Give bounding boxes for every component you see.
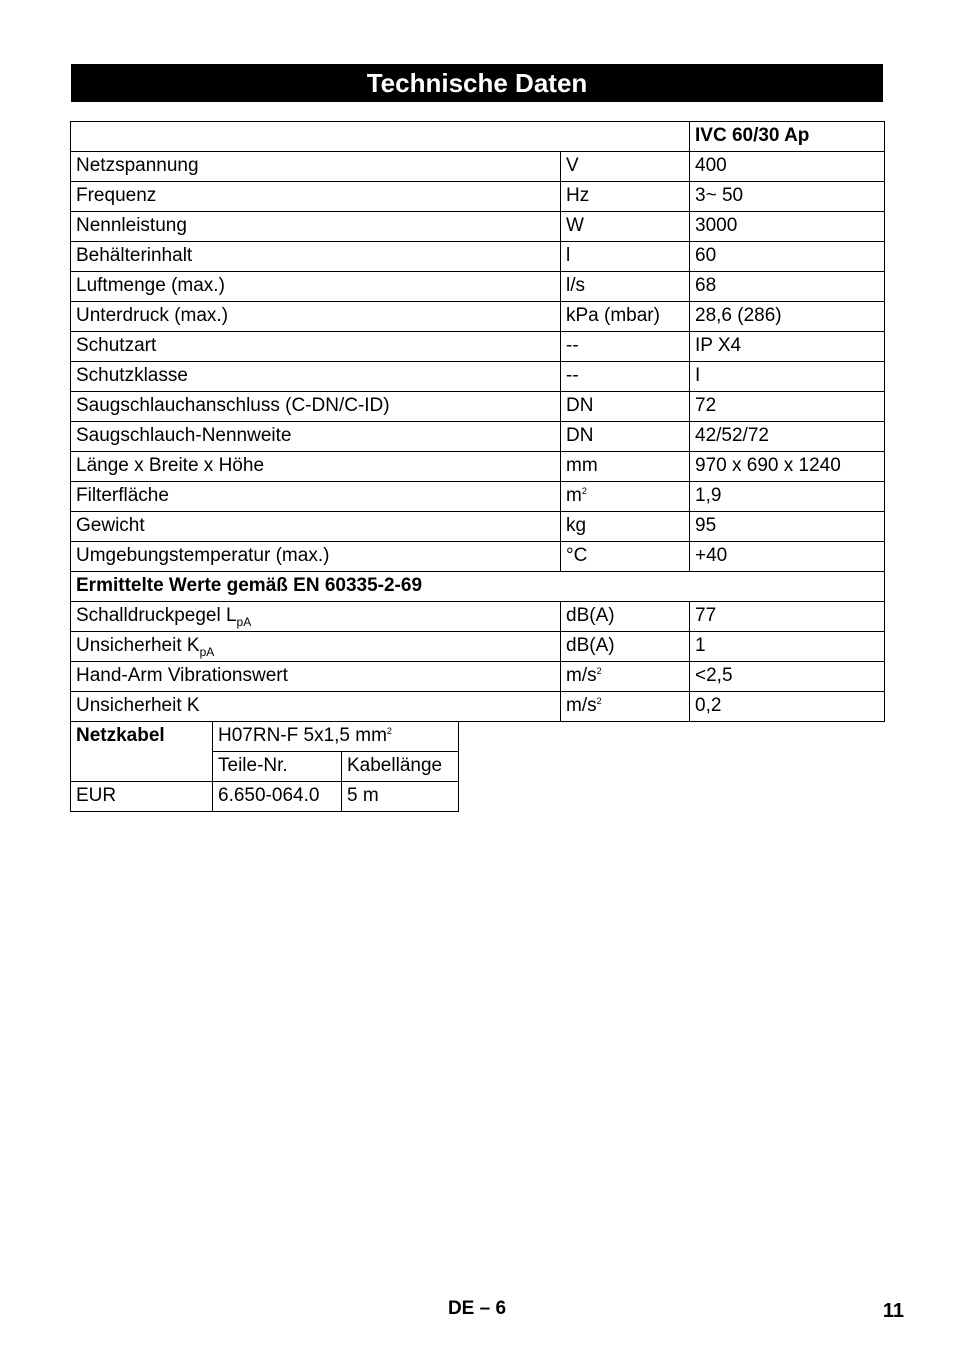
spec-value: [690, 152, 885, 182]
spec-label-text: Luftmenge (max.): [76, 275, 225, 296]
spec-label: [71, 602, 561, 632]
spec-unit-superscript: 2: [596, 666, 602, 676]
cable-table: [70, 721, 459, 812]
spec-unit-text: m: [566, 485, 582, 506]
spec-unit-text: V: [566, 155, 579, 176]
page-number: 11: [882, 1300, 904, 1322]
spec-row: [71, 422, 885, 452]
cable-length: [342, 782, 459, 812]
spec-value: [690, 482, 885, 512]
page-title: Technische Daten: [71, 64, 883, 102]
cable-type: [213, 722, 459, 752]
spec-value: [690, 512, 885, 542]
cable-region-text: EUR: [76, 785, 117, 806]
spec-value-text: IP X4: [695, 335, 742, 356]
spec-value: [690, 242, 885, 272]
spec-unit: [561, 542, 690, 572]
spec-value-text: 3~ 50: [695, 185, 744, 206]
spec-label: [71, 512, 561, 542]
spec-label-text: Unsicherheit K: [76, 695, 200, 716]
spec-unit-text: l: [566, 245, 571, 266]
spec-unit-text: DN: [566, 395, 594, 416]
spec-label: [71, 542, 561, 572]
spec-label: [71, 332, 561, 362]
spec-unit: [561, 362, 690, 392]
cable-length-text: 5 m: [347, 785, 379, 806]
spec-label-text: Schutzart: [76, 335, 157, 356]
spec-value: [690, 302, 885, 332]
spec-unit-text: l/s: [566, 275, 585, 296]
cable-col-part-no: Teile-Nr.: [213, 752, 342, 782]
spec-label-subscript: pA: [236, 615, 252, 629]
cable-part-no-text: 6.650-064.0: [218, 785, 320, 806]
spec-value: [690, 632, 885, 662]
spec-label: [71, 392, 561, 422]
spec-label: [71, 662, 561, 692]
spec-label: [71, 422, 561, 452]
spec-unit: [561, 332, 690, 362]
spec-row: [71, 302, 885, 332]
spec-row: [71, 632, 885, 662]
spec-value-text: 68: [695, 275, 717, 296]
spec-unit-text: dB(A): [566, 605, 615, 626]
model-name: IVC 60/30 Ap: [690, 122, 885, 152]
spec-value: [690, 332, 885, 362]
spec-label-text: Hand-Arm Vibrationswert: [76, 665, 288, 686]
spec-value-text: 28,6 (286): [695, 305, 782, 326]
spec-value-text: 3000: [695, 215, 738, 236]
spec-value: [690, 692, 885, 722]
spec-row: [71, 152, 885, 182]
spec-unit: [561, 182, 690, 212]
spec-unit-text: W: [566, 215, 584, 236]
cable-col-length: Kabellänge: [342, 752, 459, 782]
spec-unit-text: kPa (mbar): [566, 305, 660, 326]
spec-row: [71, 182, 885, 212]
spec-label-text: Saugschlauch-Nennweite: [76, 425, 292, 446]
spec-row: [71, 332, 885, 362]
spec-unit: [561, 302, 690, 332]
cable-type-sup: 2: [386, 726, 392, 736]
spec-value: [690, 392, 885, 422]
spec-label-text: Länge x Breite x Höhe: [76, 455, 265, 476]
spec-label-text: Schutzklasse: [76, 365, 188, 386]
cable-label: Netzkabel: [71, 722, 213, 782]
spec-label: [71, 182, 561, 212]
spec-unit: [561, 272, 690, 302]
spec-row: [71, 242, 885, 272]
spec-label: [71, 692, 561, 722]
spec-value: [690, 182, 885, 212]
spec-label: [71, 362, 561, 392]
spec-label: [71, 452, 561, 482]
spec-value-text: 1: [695, 635, 706, 656]
spec-value: [690, 452, 885, 482]
spec-row: [71, 362, 885, 392]
spec-row: [71, 542, 885, 572]
spec-label-text: Gewicht: [76, 515, 145, 536]
spec-value-text: 970 x 690 x 1240: [695, 455, 841, 476]
cable-region: [71, 782, 213, 812]
spec-value-text: I: [695, 365, 701, 386]
spec-value-text: +40: [695, 545, 728, 566]
spec-unit-text: kg: [566, 515, 587, 536]
spec-label-text: Schalldruckpegel L: [76, 605, 237, 626]
spec-unit-superscript: 2: [581, 486, 587, 496]
spec-row: [71, 482, 885, 512]
spec-unit-text: dB(A): [566, 635, 615, 656]
spec-value: [690, 542, 885, 572]
spec-label-text: Unsicherheit K: [76, 635, 200, 656]
spec-label-text: Frequenz: [76, 185, 157, 206]
spec-unit-text: --: [566, 365, 579, 386]
spec-label: [71, 152, 561, 182]
spec-unit-text: °C: [566, 545, 588, 566]
spec-table: [70, 121, 885, 722]
spec-row: [71, 272, 885, 302]
spec-unit-text: DN: [566, 425, 594, 446]
footer-label: DE – 6: [447, 1298, 507, 1319]
spec-label-text: Saugschlauchanschluss (C-DN/C-ID): [76, 395, 390, 416]
spec-header-empty: [71, 122, 690, 152]
spec-value-text: 42/52/72: [695, 425, 769, 446]
section-header: [71, 572, 885, 602]
cable-header-row: [71, 722, 459, 752]
spec-unit: [561, 602, 690, 632]
spec-unit: [561, 692, 690, 722]
spec-label-text: Nennleistung: [76, 215, 187, 236]
spec-value-text: 72: [695, 395, 717, 416]
spec-label-text: Behälterinhalt: [76, 245, 193, 266]
spec-unit: [561, 422, 690, 452]
spec-row: [71, 662, 885, 692]
spec-unit: [561, 632, 690, 662]
spec-label-text: Umgebungstemperatur (max.): [76, 545, 330, 566]
spec-value-text: 60: [695, 245, 717, 266]
spec-value-text: 1,9: [695, 485, 722, 506]
spec-label-text: Filterfläche: [76, 485, 169, 506]
spec-value-text: <2,5: [695, 665, 733, 686]
spec-unit-text: Hz: [566, 185, 590, 206]
spec-row: [71, 692, 885, 722]
spec-row: [71, 392, 885, 422]
spec-value-text: 77: [695, 605, 717, 626]
section-header-row: [71, 572, 885, 602]
spec-unit: [561, 512, 690, 542]
spec-value: [690, 602, 885, 632]
spec-value: [690, 662, 885, 692]
spec-unit-text: m/s: [566, 665, 597, 686]
spec-unit: [561, 212, 690, 242]
spec-label: [71, 272, 561, 302]
spec-unit: [561, 242, 690, 272]
cable-part-no: [213, 782, 342, 812]
cable-row: [71, 782, 459, 812]
spec-header-row: [71, 122, 885, 152]
spec-unit: [561, 452, 690, 482]
spec-row: [71, 452, 885, 482]
spec-label: [71, 482, 561, 512]
spec-value-text: 95: [695, 515, 717, 536]
spec-value: [690, 272, 885, 302]
spec-unit-superscript: 2: [596, 696, 602, 706]
spec-unit-text: m/s: [566, 695, 597, 716]
spec-unit: [561, 482, 690, 512]
section-header-text: Ermittelte Werte gemäß EN 60335-2-69: [76, 575, 423, 596]
spec-value: [690, 422, 885, 452]
spec-unit: [561, 662, 690, 692]
spec-label-text: Unterdruck (max.): [76, 305, 229, 326]
spec-row: [71, 602, 885, 632]
spec-label: [71, 242, 561, 272]
spec-unit-text: --: [566, 335, 579, 356]
spec-unit: [561, 392, 690, 422]
spec-unit: [561, 152, 690, 182]
spec-label: [71, 632, 561, 662]
spec-label-text: Netzspannung: [76, 155, 199, 176]
cable-type-text: H07RN-F 5x1,5 mm: [218, 725, 387, 746]
spec-unit-text: mm: [566, 455, 598, 476]
spec-value: [690, 212, 885, 242]
spec-label-subscript: pA: [199, 645, 215, 659]
spec-value: [690, 362, 885, 392]
spec-row: [71, 212, 885, 242]
spec-label: [71, 302, 561, 332]
spec-value-text: 0,2: [695, 695, 722, 716]
spec-row: [71, 512, 885, 542]
spec-value-text: 400: [695, 155, 727, 176]
spec-label: [71, 212, 561, 242]
